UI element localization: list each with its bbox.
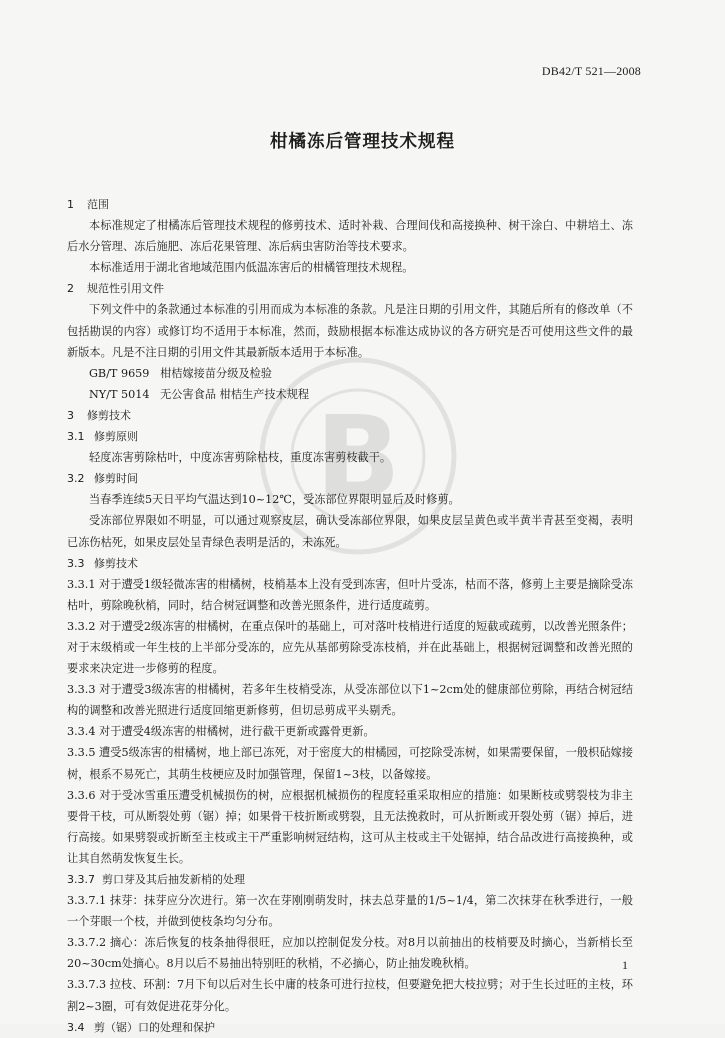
subsection-heading-3-4: 3.4 剪（锯）口的处理和保护 (67, 1020, 215, 1034)
pruning-time-paragraph: 当春季连续5天日平均气温达到10~12℃，受冻部位界限明显后及时修剪。 (89, 493, 460, 507)
applicability-paragraph: 本标准适用于湖北省地域范围内低温冻害后的柑橘管理技术规程。 (89, 261, 414, 275)
scope-paragraph: 本标准规定了柑橘冻后管理技术规程的修剪技术、适时补栽、合理间伐和高接换种、树干涂白、中耕培土、冻后水分管理、冻后施肥、冻后花果管理、冻后病虫害防治等技术要求。 (67, 219, 633, 254)
frozen-boundary-paragraph: 受冻部位界限如不明显，可以通过观察皮层，确认受冻部位界限，如果皮层呈黄色或半黄半青甚至变褐，表明已冻伤枯死，如果皮层处呈青绿色表明是活的，未冻死。 (67, 514, 633, 549)
svg-text:B: B (315, 393, 401, 523)
standard-code: DB42/T 521—2008 (541, 64, 641, 78)
clause-3-3-7-3: 3.3.7.3 拉枝、环割：7月下旬以后对生长中庸的枝条可进行拉枝，但要避免把大枝拉劈；对于生长过旺的主枝，环割2~3圈，可有效促进花芽分化。 (67, 978, 633, 1013)
clause-3-3-1: 3.3.1 对于遭受1级轻微冻害的柑橘树，枝梢基本上没有受到冻害，但叶片受冻，枯而不落，修剪上主要是摘除受冻枯叶，剪除晚秋梢，同时，结合树冠调整和改善光照条件，进行适度疏剪。 (67, 577, 633, 612)
document-body (67, 194, 633, 1038)
pruning-principle-paragraph: 轻度冻害剪除枯叶，中度冻害剪除枯枝，重度冻害剪枝截干。 (89, 451, 392, 465)
page-number: 1 (622, 958, 628, 972)
references-paragraph: 下列文件中的条款通过本标准的引用而成为本标准的条款。凡是注日期的引用文件，其随后所有的修改单（不包括勘误的内容）或修订均不适用于本标准，然而，鼓励根据本标准达成协议的各方研究是否可使用这些文件的最新版本。凡是不注日期的引用文件其最新版本适用于本标准。 (67, 303, 633, 359)
subsection-heading-3-3-7: 3.3.7 剪口芽及其后抽发新梢的处理 (67, 873, 245, 886)
subsection-heading-3-3: 3.3 修剪技术 (67, 556, 138, 570)
reference-item: GB/T 9659 柑桔嫁接苗分级及检验 (89, 366, 272, 380)
subsection-heading-3-2: 3.2 修剪时间 (67, 472, 138, 486)
clause-3-3-4: 3.3.4 对于遭受4级冻害的柑橘树，进行截干更新或露骨更新。 (67, 725, 375, 739)
document-title: 柑橘冻后管理技术规程 (270, 132, 455, 152)
reference-item: NY/T 5014 无公害食品 柑桔生产技术规程 (89, 387, 310, 401)
clause-3-3-7-2: 3.3.7.2 摘心：冻后恢复的枝条抽得很旺，应加以控制促发分枝。对8月以前抽出的枝梢要及时摘心，当新梢长至20~30cm处摘心。8月以后不易抽出特别旺的秋梢，不必摘心，防止抽发晚秋梢。 (67, 936, 633, 971)
section-heading-1: 1 范围 (67, 198, 109, 211)
clause-3-3-3: 3.3.3 对于遭受3级冻害的柑橘树，若多年生枝梢受冻，从受冻部位以下1~2cm处的健康部位剪除，再结合树冠结构的调整和改善光照进行适度回缩更新修剪，但切忌剪成平头剔秃。 (67, 683, 633, 718)
clause-3-3-2: 3.3.2 对于遭受2级冻害的柑橘树，在重点保叶的基础上，可对落叶枝梢进行适度的短截或疏剪，以改善光照条件；对于末级梢或一年生枝的上半部分受冻的，应先从基部剪除受冻枝梢，并在此基础上，根据树冠调整和改善光照的要求来决定进一步修剪的程度。 (67, 619, 633, 676)
clause-3-3-5: 3.3.5 遭受5级冻害的柑橘树，地上部已冻死，对于密度大的柑橘园，可挖除受冻树，如果需要保留，一般枳砧嫁接树，根系不易死亡，其萌生枝梗应及时加强管理，保留1~3枝，以备嫁接。 (67, 746, 633, 781)
clause-3-3-7-1: 3.3.7.1 抹芽：抹芽应分次进行。第一次在芽刚刚萌发时，抹去总芽量的1/5~1/4，第二次抹芽在秋季进行，一般一个芽眼一个枝，并做到使枝条均匀分布。 (67, 894, 633, 929)
section-heading-2: 2 规范性引用文件 (67, 282, 164, 296)
section-heading-3: 3 修剪技术 (67, 408, 131, 422)
subsection-heading-3-1: 3.1 修剪原则 (67, 430, 138, 444)
clause-3-3-6: 3.3.6 对于受冰雪重压遭受机械损伤的树，应根据机械损伤的程度轻重采取相应的措施：如果断枝或劈裂枝为非主要骨干枝，可从断裂处剪（锯）掉；如果骨干枝折断或劈裂，且无法挽救时，可从折断或开裂处剪（锯）掉后，进行高接。如果劈裂或折断至主枝或主干严重影响树冠结构，这可从主枝或主干处锯掉，结合品改进行高接换种，或让其自然萌发恢复生长。 (67, 788, 633, 865)
